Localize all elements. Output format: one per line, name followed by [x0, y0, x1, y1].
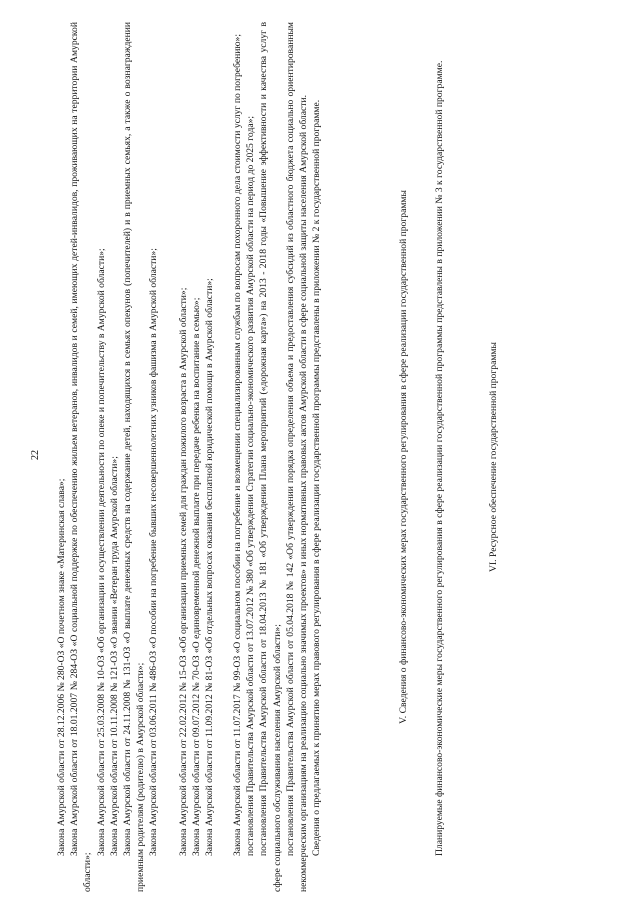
rotated-sheet	[25, 12, 615, 892]
section-5-heading: V. Сведения о финансово-экономических мерах государственного регулирования в сфере реализации государственной программы	[398, 190, 409, 724]
summary-paragraph: Сведения о предлагаемых к принятию мерах правового регулирования в сфере реализации государственной программы представлены в приложении № 2 к государственной программе.	[311, 99, 323, 856]
laws-list-2	[177, 22, 217, 892]
law-item: постановления Правительства Амурской области от 18.04.2013 № 181 «Об утверждении Плана мероприятий («дорожная карта») на 2013 - 2018 годы «Повышение эффективности и качества услуг в сфере социального обслуживания населения Амурской области»;	[258, 22, 283, 892]
law-item: постановления Правительства Амурской области от 13.07.2012 № 380 «Об утверждении Стратегии социально-экономического развития Амурской области на период до 2025 года»;	[245, 115, 257, 856]
law-item: Закона Амурской области от 11.07.2017 № 99-ОЗ «О социальном пособии на погребение и возмещении специализированным службам по вопросам похоронного дела стоимости услуг по погребению»;	[232, 34, 243, 856]
page-number: 22	[30, 450, 41, 460]
section-6-heading: VI. Ресурсное обеспечение государственной программы	[488, 342, 499, 572]
law-item: Закона Амурской области от 28.12.2006 № 280-ОЗ «О почетном знаке «Материнская слава»;	[56, 478, 67, 856]
section-5-text: Планируемые финансово-экономические меры государственного регулирования в сфере реализации государственной программы представлены в приложении № 3 к государственной программе.	[434, 60, 445, 856]
law-item: Закона Амурской области от 11.09.2012 № 81-ОЗ «Об отдельных вопросах оказания бесплатной юридической помощи в Амурской области»;	[204, 278, 216, 856]
section-5-body	[433, 22, 446, 892]
law-item: Закона Амурской области от 03.06.2011 № 486-ОЗ «О пособии на погребение бывших несовершеннолетних узников фашизма в Амурской области»;	[148, 248, 160, 856]
law-item: Закона Амурской области от 09.07.2012 № 70-ОЗ «О единовременной денежной выплате при передаче ребенка на воспитание в семью»;	[191, 297, 203, 856]
law-item: Закона Амурской области от 22.02.2012 № 15-ОЗ «Об организации приемных семей для граждан пожилого возраста в Амурской области»;	[178, 287, 189, 856]
law-item: Закона Амурской области от 18.01.2007 № 284-ОЗ «О социальной поддержке по обеспечению жильем ветеранов, инвалидов и семей, имеющих детей-инвалидов, проживающих на территории Амурской области»;	[69, 22, 94, 892]
law-item: постановления Правительства Амурской области от 05.04.2018 № 142 «Об утверждении порядка определения объема и предоставления субсидий из областного бюджета социально ориентированным некоммерческим организациям на реализацию социально значимых проектов» и иных нормативных правовых актов Амурской области в сфере социальной защиты населения Амурской области.	[284, 22, 310, 892]
laws-list-3	[231, 22, 323, 892]
laws-list-1	[55, 22, 161, 892]
law-item: Закона Амурской области от 24.11.2008 № 131-ОЗ «О выплате денежных средств на содержание детей, находящихся в семьях опекунов (попечителей) и в приемных семьях, а также о вознаграждении приемным родителям (родителю) в Амурской области»;	[122, 22, 147, 892]
law-item: Закона Амурской области от 10.11.2008 № 121-ОЗ «О звании «Ветеран труда Амурской области»;	[108, 456, 120, 856]
law-item: Закона Амурской области от 25.03.2008 № 10-ОЗ «Об организации и осуществлении деятельности по опеке и попечительству в Амурской области»;	[95, 248, 107, 856]
